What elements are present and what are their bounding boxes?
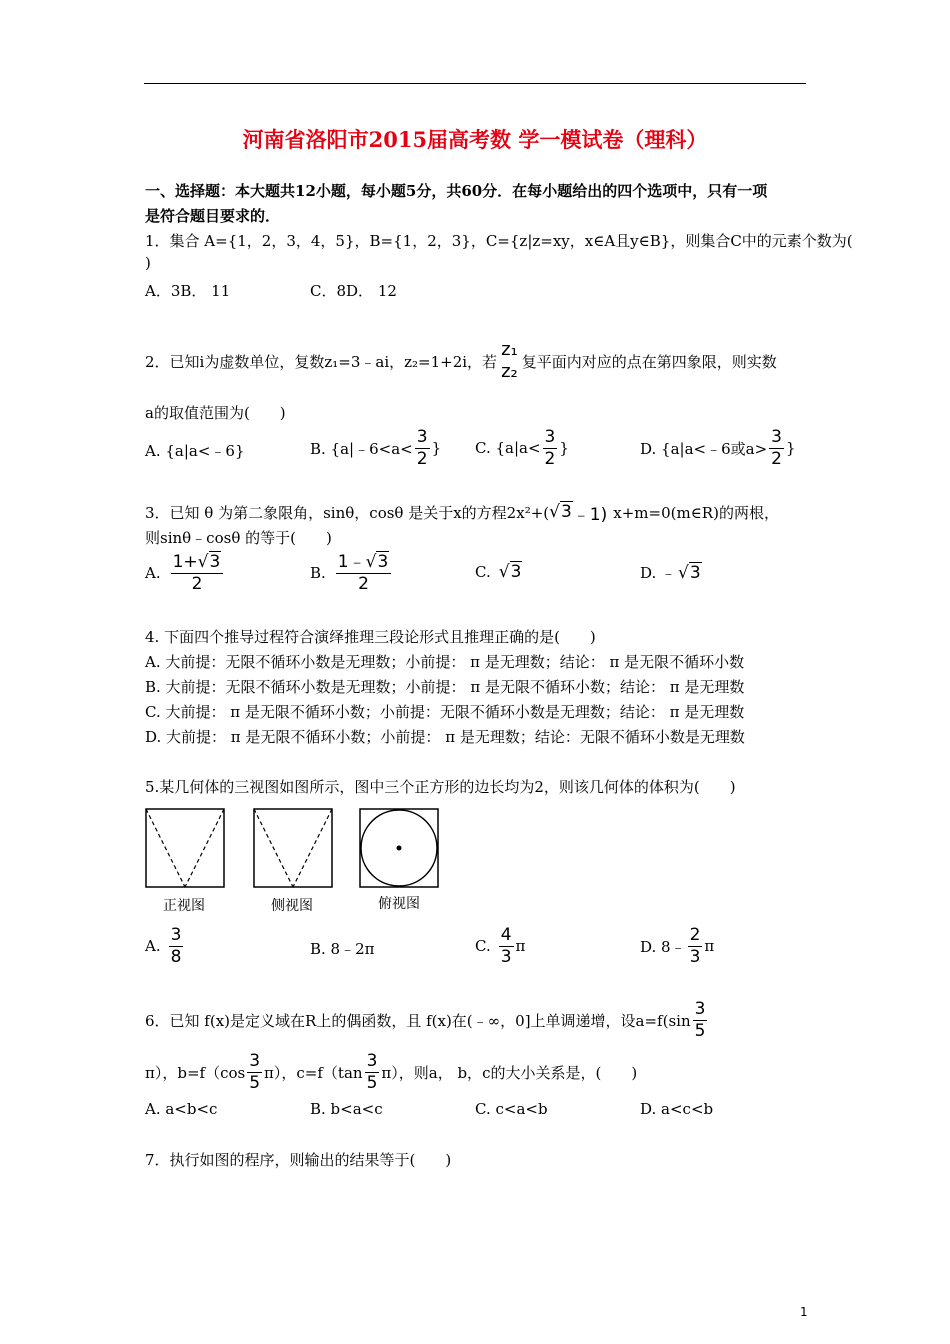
q2-option-d [640,428,796,468]
frac-num: 3 [416,426,428,447]
side-view-label: 侧视图 [271,898,313,914]
q2-optB-post: } [431,439,442,457]
q6-option-b: B. b<a<c [310,1100,383,1118]
frac-num: 4 [500,924,512,945]
q5-optC-label: C. [475,937,491,955]
q7-stem: 7．执行如图的程序，则输出的结果等于( ) [145,1151,452,1169]
q3-option-d [640,562,702,583]
q5-optA-label: A. [145,937,161,955]
q3-optB-frac [336,551,392,594]
q6-frac-1 [693,998,708,1041]
frac-num: 3 [249,1050,261,1071]
q2-text-b: 复平面内对应的点在第四象限，则实数 [521,352,777,371]
frac-num: 3 [771,426,782,447]
side-view [254,809,332,887]
q3-optC-sqrt: √3 [498,562,522,582]
q6-frac-2 [247,1050,262,1093]
q5-optA-frac [169,924,184,967]
frac-den: 8 [170,946,182,967]
q6-text-a: 6．已知 f(x)是定义域在R上的偶函数，且 f(x)在(﹣∞，0]上单调递增，设a=f(sin [145,1011,691,1030]
q3-text-b: x+m=0(m∈R)的两根， [613,503,779,522]
q3-option-c [475,562,522,582]
q6-option-d: D. a<c<b [640,1100,714,1118]
q2-optB-frac [415,426,430,469]
frac-num: 3 [544,426,556,447]
frac-den: 5 [249,1072,261,1093]
top-view [360,809,438,887]
frac-den: 5 [366,1072,378,1093]
frac-den: 2 [358,573,369,594]
sqrt-radicand: 3 [209,551,221,572]
q1-stem: 1．集合 A={1，2，3，4，5}，B={1，2，3}，C={z|z=xy，x∈A且y∈B}，则集合C中的元素个数为( [145,232,853,250]
q3-optD-label: D. ﹣ [640,564,677,582]
q6-text-l2b: π），c=f（tan [264,1063,363,1082]
q5-option-d [640,925,714,967]
q2-optD-frac [769,426,784,469]
q2-fraction [499,341,520,381]
frac-num: 1﹣√3 [336,554,392,574]
q6-stem-cont [145,1050,637,1094]
frac-num: 3 [694,998,706,1019]
q2-optD-post: } [785,439,796,457]
q4-option-d: D. 大前提： π 是无限不循环小数；小前提： π 是无理数；结论：无限不循环小数是无理数 [145,728,745,746]
frac-den: 5 [694,1020,706,1041]
q2-option-a: A. {a|a<﹣6} [145,442,245,460]
q3-optA-label: A. [145,564,161,582]
q6-frac-3 [365,1050,380,1093]
q1-options-cd: C．8D． 12 [310,282,397,300]
q6-option-a: A. a<b<c [145,1100,218,1118]
q3-optD-sqrt: √3 [678,562,701,583]
q6-stem [145,998,709,1042]
q2-optD-pre: D. {a|a<﹣6或a> [640,439,768,458]
frac-num: 2 [689,924,701,945]
q4-option-a: A. 大前提：无限不循环小数是无理数；小前提： π 是无理数；结论： π 是无限不循环小数 [145,653,745,671]
sqrt-radicand: 3 [377,551,389,572]
page-title: 河南省洛阳市2015届高考数 学一模试卷（理科） [242,127,708,152]
frac-num: 3 [170,924,182,945]
header-rule [144,83,806,84]
q3-option-a [145,550,225,596]
q2-frac-den: z₂ [501,361,518,382]
q2-frac-num: z₁ [501,339,518,360]
frac-num: 3 [366,1050,378,1071]
sqrt-radicand: 3 [689,562,701,583]
q2-option-c [475,428,569,468]
section-heading-line2: 是符合题目要求的． [145,207,281,225]
front-view [146,809,224,887]
q3-optB-label: B. [310,564,326,582]
frac-num: 1+√3 [171,554,224,574]
frac-den: 2 [191,573,203,594]
q2-option-b [310,428,441,468]
three-view-figure [140,805,450,895]
q5-option-a [145,925,185,967]
q1-options-ab: A．3B． 11 [145,282,231,300]
q5-optD-post: π [704,937,715,955]
q5-stem: 5.某几何体的三视图如图所示，图中三个正方形的边长均为2，则该几何体的体积为( ) [145,778,736,796]
q3-option-b [310,550,393,596]
q5-option-b: B. 8﹣2π [310,940,375,958]
q3-text-a: 3．已知 θ 为第二象限角，sinθ，cosθ 是关于x的方程2x²+( [145,503,550,522]
q4-option-b: B. 大前提：无限不循环小数是无理数；小前提： π 是无限不循环小数；结论： π 是无理数 [145,678,745,696]
page-number: 1 [800,1305,808,1319]
q2-optB-pre: B. {a|﹣6<a< [310,439,413,458]
q3-sqrt: √3 [549,502,572,522]
q2-optC-post: } [559,439,569,457]
q3-optA-num: 1+ [172,551,198,572]
front-view-label: 正视图 [163,898,205,914]
section-heading-line1: 一、选择题：本大题共12小题，每小题5分，共60分．在每小题给出的四个选项中，只有一项 [145,182,768,200]
frac-den: 3 [500,946,512,967]
q3-stem [145,498,779,526]
q4-stem: 4. 下面四个推导过程符合演绎推理三段论形式且推理正确的是( ) [145,628,596,646]
q5-optC-post: π [515,937,526,955]
frac-den: 2 [416,448,428,469]
q3-optB-num: 1﹣ [337,551,366,572]
q2-optC-frac [543,426,558,469]
frac-den: 3 [689,946,701,967]
q3-sqrt-radicand: 3 [560,502,572,522]
q1-stem-cont: ) [145,254,151,272]
frac-den: 2 [771,448,782,469]
q2-stem-cont: a的取值范围为( ) [145,404,286,422]
q2-stem [145,336,777,386]
q5-optC-frac [499,924,514,967]
q3-optA-frac [171,551,224,594]
q2-optC-pre: C. {a|a< [475,439,541,457]
frac-den: 2 [544,448,556,469]
q6-option-c: C. c<a<b [475,1100,548,1118]
q5-option-c [475,925,525,967]
q3-minus1: ﹣1) [572,504,608,525]
top-view-label: 俯视图 [378,896,420,912]
q6-text-l2a: π），b=f（cos [145,1063,246,1082]
q3-stem-cont: 则sinθ﹣cosθ 的等于( ) [145,529,332,547]
q3-optC-label: C. [475,563,491,581]
q5-optD-label: D. 8﹣ [640,937,686,956]
q4-option-c: C. 大前提： π 是无限不循环小数；小前提：无限不循环小数是无理数；结论： π 是无理数 [145,703,745,721]
q5-optD-frac [688,924,703,967]
q2-text-a: 2．已知i为虚数单位，复数z₁=3﹣ai，z₂=1+2i，若 [145,352,498,371]
sqrt-radicand: 3 [510,562,522,582]
q6-text-l2c: π），则a， b，c的大小关系是，( ) [381,1063,638,1082]
